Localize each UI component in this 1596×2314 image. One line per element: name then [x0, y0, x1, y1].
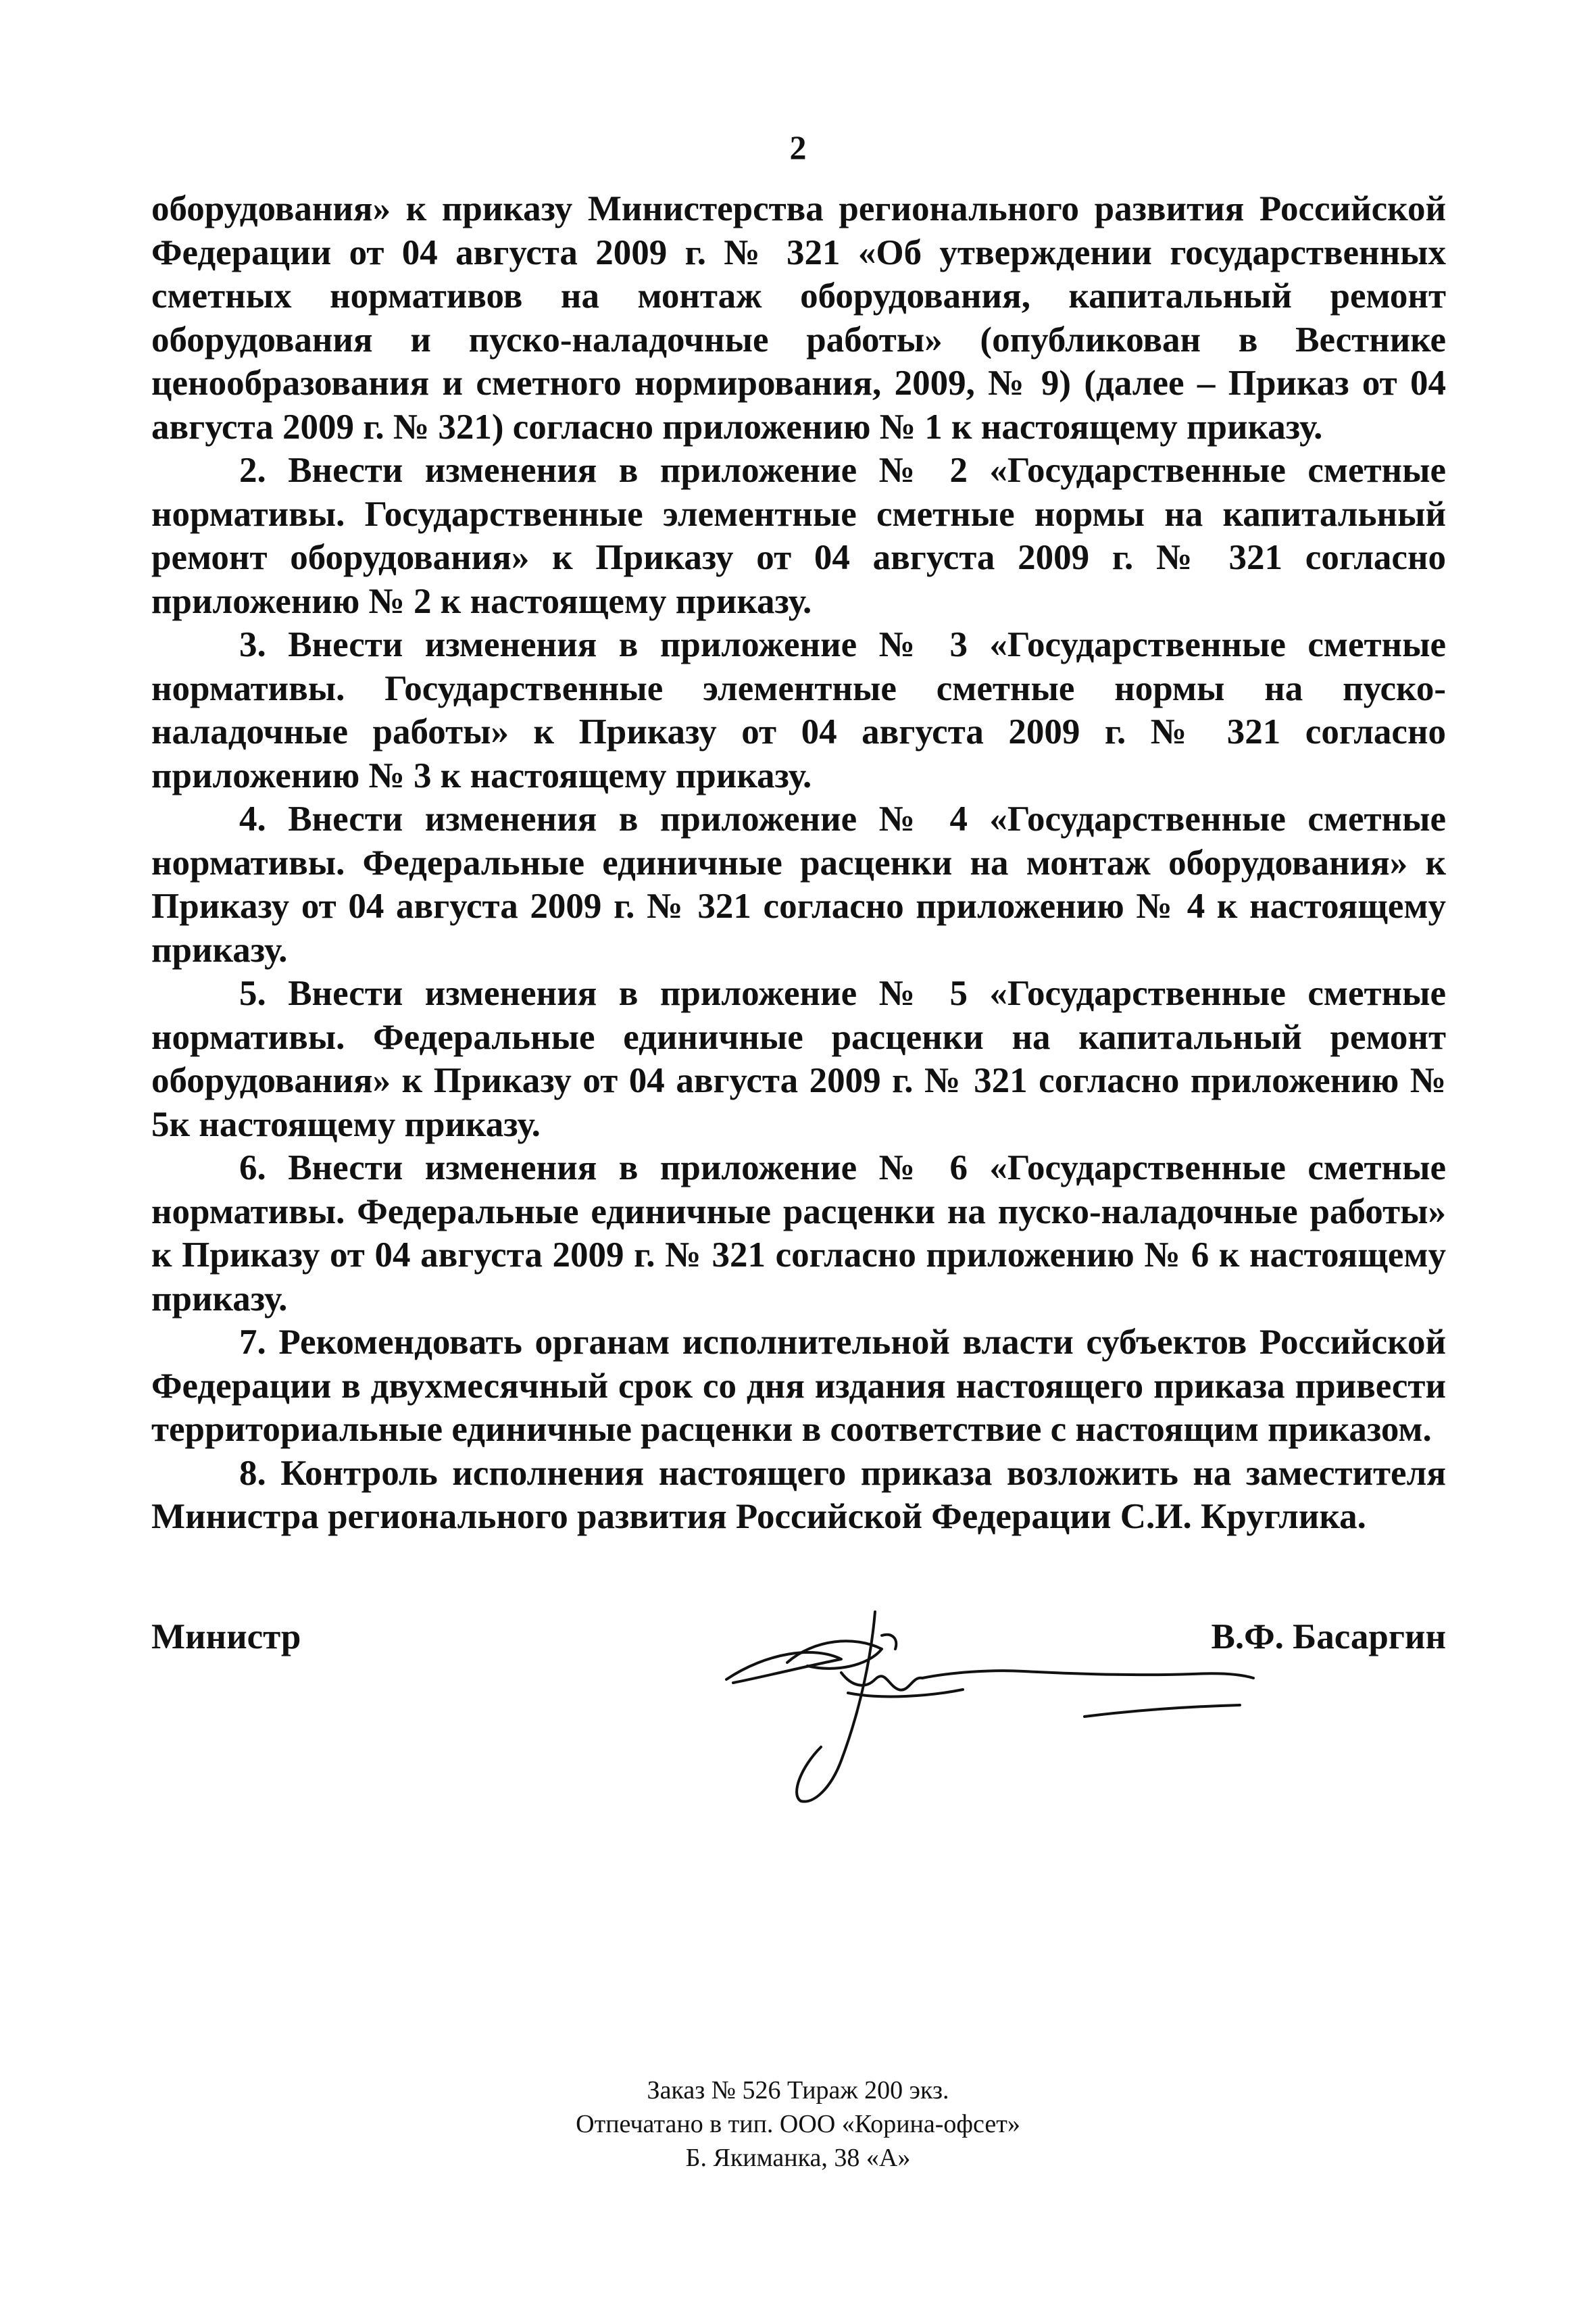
signature-stroke-5 — [922, 1671, 1253, 1678]
paragraph-item-2: 2. Внести изменения в приложение № 2 «Государственные сметные нормативы. Государственные элементные сметные нормы на капитальный ремонт оборудования» к Приказу от 04 августа 2009 г. № 321 согласно приложению № 2 к настоящему приказу. — [151, 451, 1446, 621]
paragraph-item-4: 4. Внести изменения в приложение № 4 «Государственные сметные нормативы. Федеральные единичные расценки на монтаж оборудования» к Приказу от 04 августа 2009 г. № 321 согласно приложению № 4 к настоящему приказу. — [151, 799, 1446, 970]
paragraph-item-6: 6. Внести изменения в приложение № 6 «Государственные сметные нормативы. Федеральные единичные расценки на пуско-наладочные работы» к Приказу от 04 августа 2009 г. № 321 согласно приложению № 6 к настоящему приказу. — [151, 1148, 1446, 1319]
imprint-order: Заказ № 526 Тираж 200 экз. — [647, 2076, 949, 2104]
paragraph-item-3: 3. Внести изменения в приложение № 3 «Государственные сметные нормативы. Государственные элементные сметные нормы на пуско-наладочные работы» к Приказу от 04 августа 2009 г. № 321 согласно приложению № 3 к настоящему приказу. — [151, 625, 1446, 795]
imprint-printer: Отпечатано в тип. ООО «Корина-офсет» — [576, 2110, 1020, 2138]
signer-name: В.Ф. Басаргин — [1211, 1617, 1446, 1656]
signature-stroke-7 — [848, 1690, 963, 1696]
imprint-address: Б. Якиманка, 38 «А» — [685, 2144, 911, 2172]
handwritten-signature — [706, 1598, 1260, 1821]
signature-stroke-4 — [841, 1673, 922, 1690]
signature-stroke-3 — [797, 1612, 875, 1802]
signature-stroke-8 — [882, 1635, 896, 1649]
signer-title: Министр — [151, 1617, 301, 1656]
paragraph-item-5: 5. Внести изменения в приложение № 5 «Государственные сметные нормативы. Федеральные единичные расценки на капитальный ремонт оборудования» к Приказу от 04 августа 2009 г. № 321 согласно приложению № 5к настоящему приказу. — [151, 974, 1446, 1144]
paragraph-continuation: оборудования» к приказу Министерства регионального развития Российской Федерации от 04 августа 2009 г. № 321 «Об утверждении государственных сметных нормативов на монтаж оборудования, капитальный ремонт оборудования и пуско-наладочные работы» (опубликован в Вестнике ценообразования и сметного нормирования, 2009, № 9) (далее – Приказ от 04 августа 2009 г. № 321) согласно приложению № 1 к настоящему приказу. — [151, 189, 1446, 447]
print-imprint — [0, 2073, 1596, 2175]
paragraph-item-7: 7. Рекомендовать органам исполнительной власти субъектов Российской Федерации в двухмесячный срок со дня издания настоящего приказа привести территориальные единичные расценки в соответствие с настоящим приказом. — [151, 1323, 1446, 1449]
signature-stroke-6 — [1084, 1705, 1240, 1717]
paragraph-item-8: 8. Контроль исполнения настоящего приказа возложить на заместителя Министра регионального развития Российской Федерации С.И. Круглика. — [151, 1453, 1446, 1536]
document-body — [151, 187, 1446, 1539]
page-number: 2 — [789, 128, 807, 166]
